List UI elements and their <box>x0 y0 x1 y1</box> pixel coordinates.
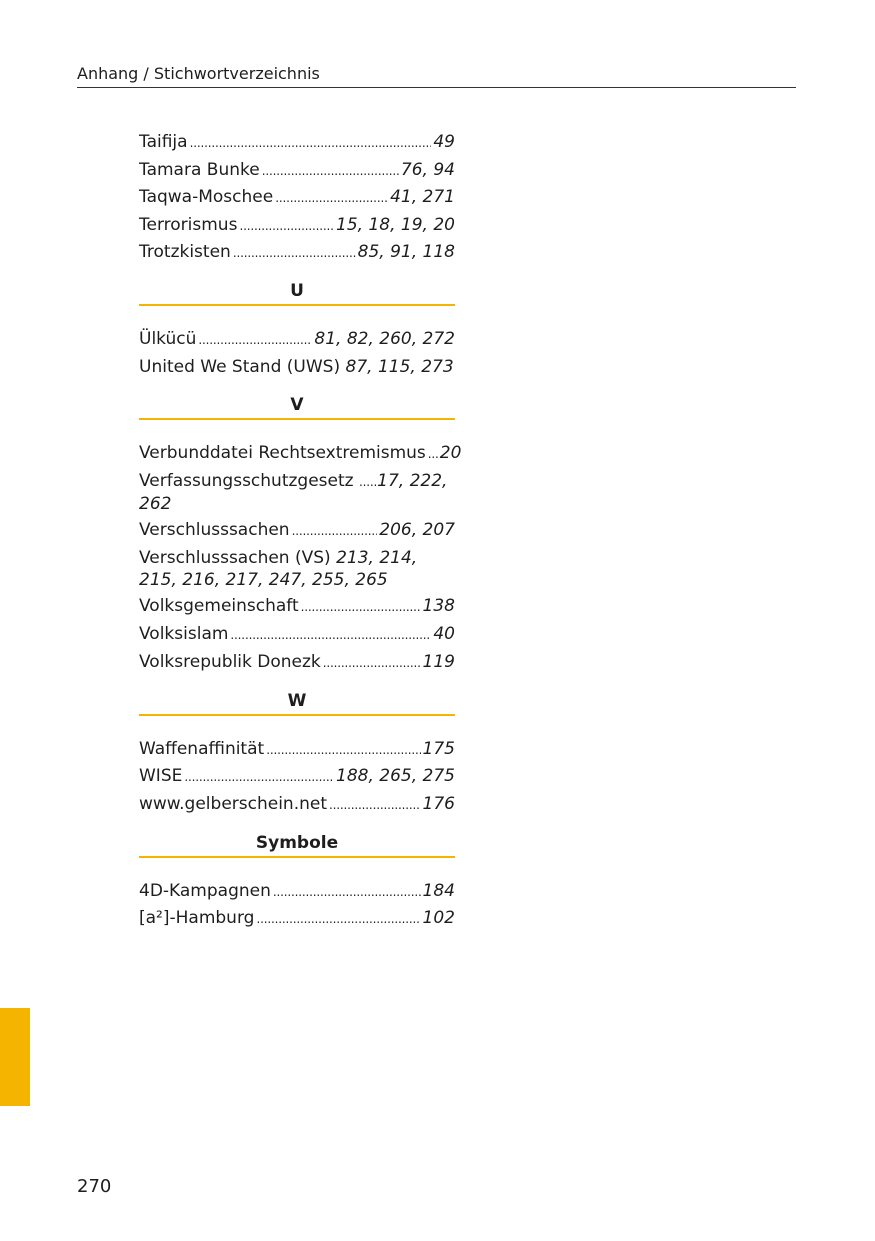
index-term: Ülkücü <box>139 329 197 350</box>
index-pages: 87, 115, 273 <box>345 356 454 377</box>
section-heading-u: U <box>139 280 455 306</box>
index-term: Verschlusssachen (VS) <box>139 547 331 568</box>
index-term: Terrorismus <box>139 214 238 235</box>
index-term: www.gelberschein.net <box>139 793 328 814</box>
index-entry <box>139 214 455 237</box>
dot-leader <box>230 623 431 646</box>
index-term: Volksrepublik Donezk <box>139 651 321 672</box>
dot-leader <box>273 880 421 903</box>
index-entry <box>139 442 462 465</box>
page-number: 270 <box>77 1176 112 1197</box>
index-term: Trotzkisten <box>139 242 231 263</box>
dot-leader <box>184 765 334 788</box>
index-entry <box>139 793 455 816</box>
index-entry <box>139 738 455 761</box>
dot-leader <box>292 519 378 542</box>
index-entry <box>139 131 455 154</box>
index-pages: 184 <box>422 880 455 901</box>
index-term: Volksislam <box>139 623 229 644</box>
index-term: WISE <box>139 766 183 787</box>
thumb-index-tab <box>0 1008 30 1106</box>
index-entry <box>139 907 455 930</box>
index-entry <box>139 159 455 182</box>
index-pages: 17, 222, 262 <box>139 470 448 514</box>
index-term: Verfassungsschutzgesetz <box>139 470 354 491</box>
dot-leader: . . . . . <box>358 474 378 489</box>
running-header: Anhang / Stichwortverzeichnis <box>77 64 796 88</box>
index-pages: 49 <box>433 132 455 152</box>
index-term: United We Stand (UWS) <box>139 356 341 377</box>
index-pages: 15, 18, 19, 20 <box>336 214 455 235</box>
index-pages: 102 <box>422 908 455 929</box>
index-pages: 206, 207 <box>379 520 455 541</box>
index-term: Tamara Bunke <box>139 159 260 180</box>
index-entry <box>139 547 455 591</box>
index-entry <box>139 356 455 378</box>
index-pages: 188, 265, 275 <box>336 766 455 787</box>
dot-leader <box>190 131 432 154</box>
index-entry <box>139 186 455 209</box>
section-heading-w: W <box>139 690 455 716</box>
index-entry <box>139 880 455 903</box>
dot-leader <box>198 328 312 351</box>
dot-leader <box>266 738 420 761</box>
dot-leader <box>323 651 421 674</box>
index-pages: 213, 214, 215, 216, 217, 247, 255, 265 <box>139 547 418 590</box>
index-term: 4D-Kampagnen <box>139 880 271 901</box>
index-term: Waffenaffinität <box>139 738 265 759</box>
dot-leader <box>329 793 421 816</box>
index-term: Taifija <box>139 132 188 152</box>
index-term: Volksgemeinschaft <box>139 596 299 617</box>
index-pages: 81, 82, 260, 272 <box>314 329 455 350</box>
dot-leader <box>428 442 438 465</box>
index-entry <box>139 623 455 646</box>
dot-leader <box>239 214 334 237</box>
index-entry <box>139 241 455 264</box>
index-pages: 76, 94 <box>400 159 455 180</box>
index-pages: 85, 91, 118 <box>357 242 455 263</box>
index-term: Verschlusssachen <box>139 520 290 541</box>
index-entry <box>139 470 455 515</box>
index-pages: 40 <box>433 623 455 644</box>
section-heading-v: V <box>139 394 455 420</box>
dot-leader <box>233 241 356 264</box>
index-pages: 20 <box>439 442 462 463</box>
index-pages: 41, 271 <box>390 187 455 208</box>
index-pages: 176 <box>422 793 455 814</box>
index-entry <box>139 328 455 351</box>
index-entry <box>139 595 455 618</box>
dot-leader <box>301 595 421 618</box>
index-term: [a²]-Hamburg <box>139 908 255 929</box>
index-pages: 119 <box>422 651 455 672</box>
index-pages: 175 <box>422 738 455 759</box>
index-entry <box>139 765 455 788</box>
index-term: Verbunddatei Rechtsextremismus <box>139 442 426 463</box>
index-term: Taqwa-Moschee <box>139 187 274 208</box>
dot-leader <box>262 159 399 182</box>
index-pages: 138 <box>422 596 455 617</box>
index-entry <box>139 651 455 674</box>
index-entry <box>139 519 455 542</box>
dot-leader <box>256 907 420 930</box>
section-heading-symbole: Symbole <box>139 832 455 858</box>
index-column <box>139 131 462 935</box>
dot-leader <box>275 186 388 209</box>
